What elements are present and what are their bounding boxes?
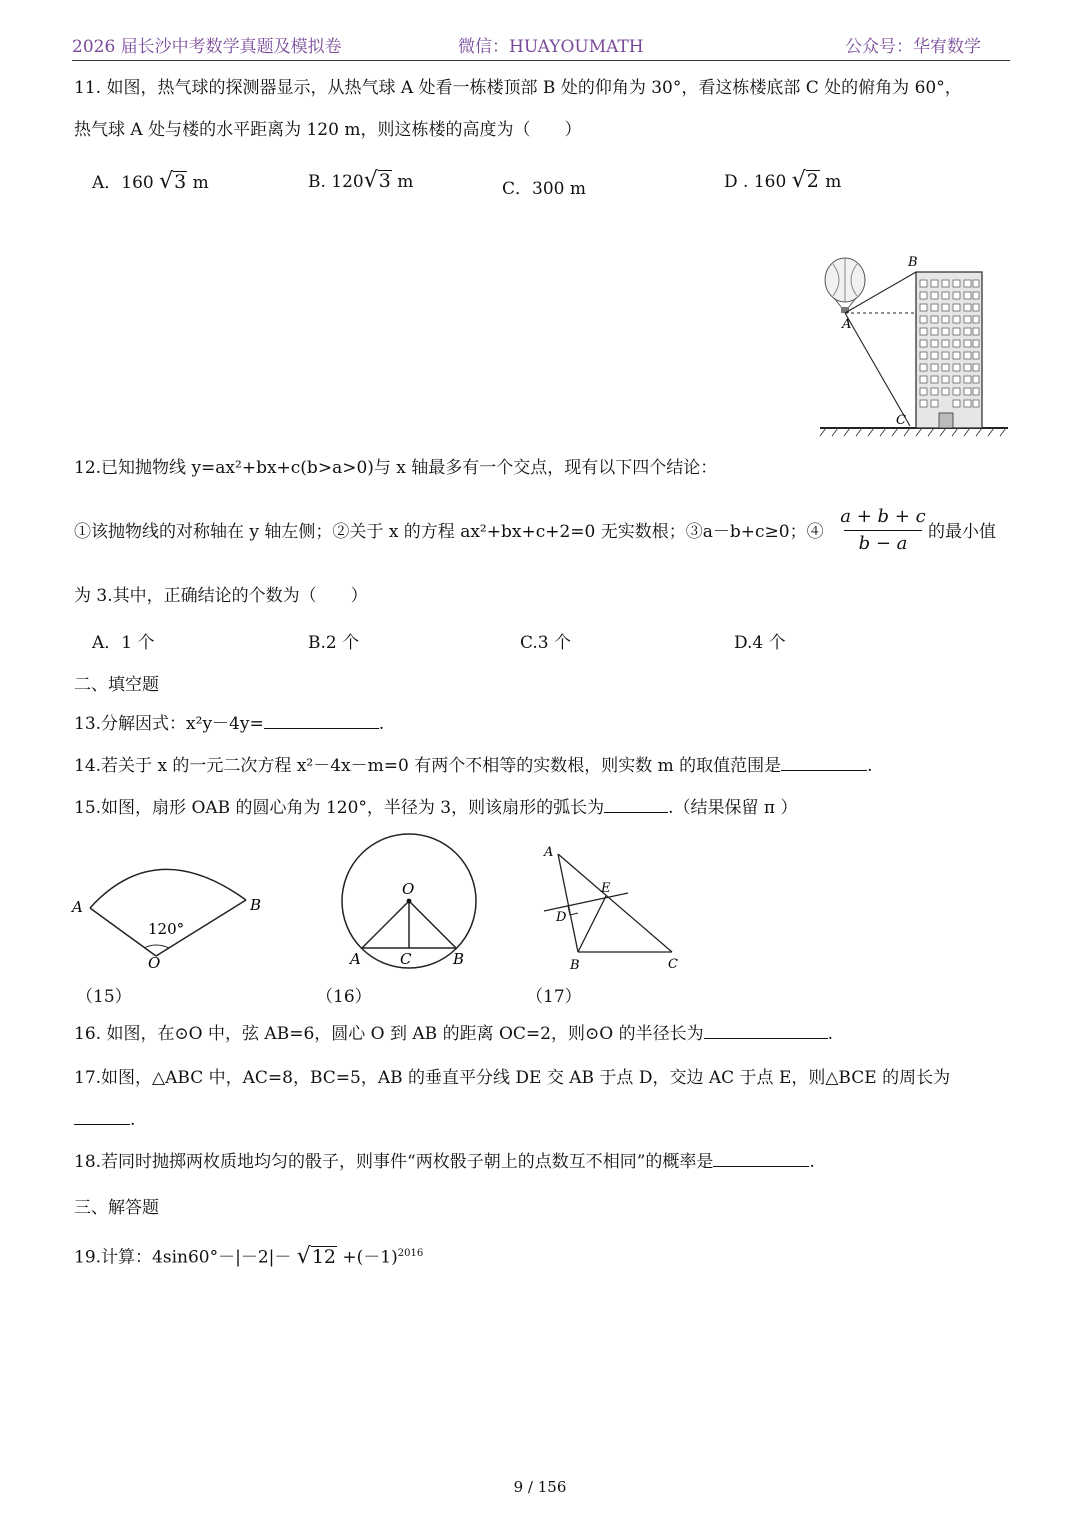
label-a: A <box>544 845 554 860</box>
exponent: 2016 <box>397 1248 424 1259</box>
q11-line2: 热气球 A 处与楼的水平距离为 120 m，则这栋楼的高度为（ ） <box>74 120 582 140</box>
q11-option-a: A．160 √3 m <box>92 169 209 194</box>
caption-16: （16） <box>316 987 372 1007</box>
label-a: A <box>842 317 852 332</box>
fraction-numerator: a + b + c <box>840 506 926 527</box>
angle-label: 120° <box>148 920 185 938</box>
label-b: B <box>908 255 918 270</box>
q12-fraction <box>840 506 926 555</box>
figure-16-circle <box>336 830 486 974</box>
header-center: 微信：HUAYOUMATH <box>458 37 644 57</box>
answer-blank <box>713 1150 809 1167</box>
answer-blank <box>704 1022 828 1039</box>
header-left: 2026 届长沙中考数学真题及模拟卷 <box>72 37 342 57</box>
q11-option-b: B. 120√3 m <box>308 168 414 193</box>
q18: 18.若同时抛掷两枚质地均匀的骰子，则事件“两枚骰子朝上的点数互不相同”的概率是 . <box>74 1152 815 1172</box>
q12-option-b: B.2 个 <box>308 633 360 653</box>
label-c: C <box>896 413 906 428</box>
sqrt-symbol: √3 <box>363 168 391 193</box>
q12-line1: 12.已知抛物线 y=ax²+bx+c(b>a>0)与 x 轴最多有一个交点，现有以下四个结论： <box>74 458 718 478</box>
section-solutions: 三、解答题 <box>74 1198 159 1218</box>
label-b: B <box>250 896 262 914</box>
label-d: D <box>556 910 567 925</box>
answer-blank <box>264 712 379 729</box>
q12-line2: ①该抛物线的对称轴在 y 轴左侧；②关于 x 的方程 ax²+bx+c+2=0 无实数根；③a－b+c≥0；④ <box>74 522 824 542</box>
q14: 14.若关于 x 的一元二次方程 x²－4x－m=0 有两个不相等的实数根，则实数 m 的取值范围是 . <box>74 756 873 776</box>
q12-option-d: D.4 个 <box>734 633 786 653</box>
header-right: 公众号：华宥数学 <box>845 37 981 57</box>
fraction-denominator: b − a <box>858 533 908 554</box>
figure-15-sector <box>68 850 268 972</box>
q11-line1: 11. 如图，热气球的探测器显示，从热气球 A 处看一栋楼顶部 B 处的仰角为 30°，看这栋楼底部 C 处的俯角为 60°， <box>74 78 962 98</box>
q11-figure <box>812 250 1012 442</box>
caption-17: （17） <box>526 987 582 1007</box>
answer-blank <box>781 754 867 771</box>
q19: 19.计算：$4\sin 60^\circ-|-2|- √12 +(-1)^{2016}$ <box>74 1243 424 1269</box>
label-b: B <box>453 950 465 968</box>
page-number: 9 / 156 <box>513 1478 567 1496</box>
label-a: A <box>350 950 361 968</box>
sqrt-symbol: √12 <box>296 1243 336 1269</box>
header-divider <box>72 60 1010 61</box>
sqrt-symbol: √2 <box>791 168 819 193</box>
label-c: C <box>400 950 412 968</box>
label-c: C <box>668 957 678 972</box>
label-o: O <box>148 954 161 972</box>
figure-17-triangle <box>538 840 688 974</box>
q11-option-c: C．300 m <box>502 179 586 199</box>
section-fill-in: 二、填空题 <box>74 675 159 695</box>
label-o: O <box>402 880 415 898</box>
q11-option-d: D . 160 √2 m <box>724 168 842 193</box>
answer-blank <box>74 1108 130 1125</box>
q12-option-a: A．1 个 <box>92 633 155 653</box>
q12-option-c: C.3 个 <box>520 633 572 653</box>
q17-line1: 17.如图，△ABC 中，AC=8，BC=5，AB 的垂直平分线 DE 交 AB 于点 D，交边 AC 于点 E，则△BCE 的周长为 <box>74 1068 951 1088</box>
q16: 16. 如图，在⊙O 中，弦 AB=6，圆心 O 到 AB 的距离 OC=2，则⊙O 的半径长为 . <box>74 1024 833 1044</box>
label-a: A <box>72 898 83 916</box>
answer-blank <box>604 796 668 813</box>
caption-15: （15） <box>76 987 132 1007</box>
label-b: B <box>570 958 580 973</box>
sqrt-symbol: √3 <box>159 169 187 194</box>
q13: 13.分解因式：x²y－4y= . <box>74 714 385 734</box>
q12-line2-tail: 的最小值 <box>928 522 996 542</box>
label-e: E <box>601 881 611 896</box>
q15: 15.如图，扇形 OAB 的圆心角为 120°，半径为 3，则该扇形的弧长为 .（结果保留 π ） <box>74 798 798 818</box>
q17-line2: . <box>74 1108 135 1132</box>
q12-line3: 为 3.其中，正确结论的个数为（ ） <box>74 586 368 606</box>
